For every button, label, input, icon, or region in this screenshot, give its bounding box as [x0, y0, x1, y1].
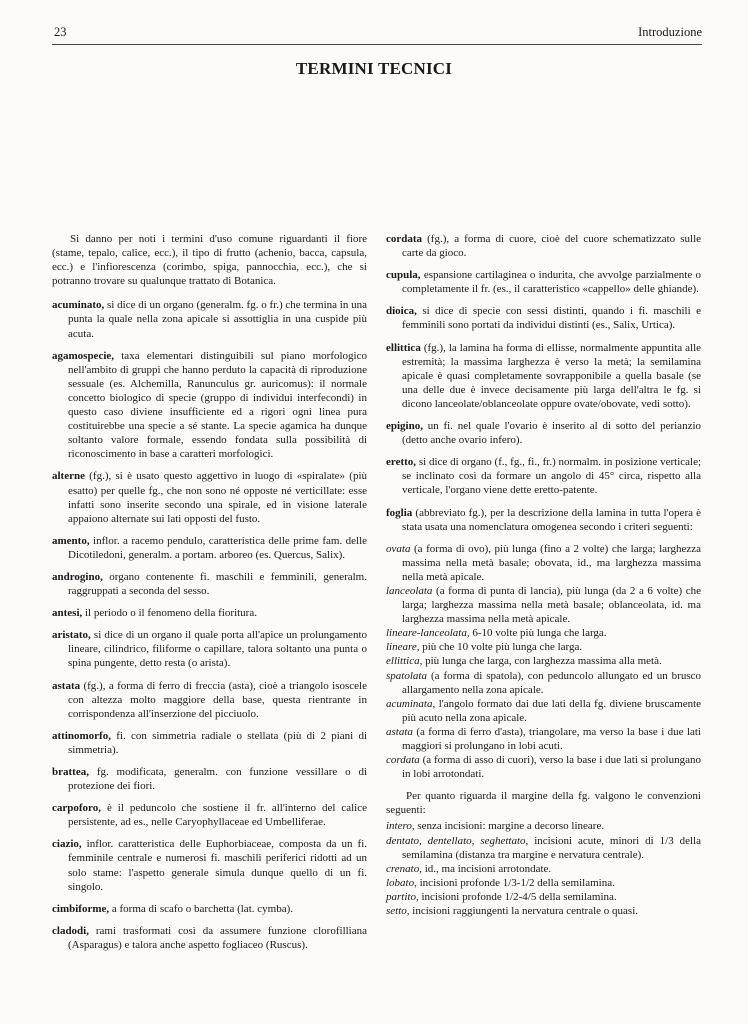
leaf-margin-item-definition: incisioni profonde 1/3-1/2 della semilamina. [419, 876, 615, 889]
glossary-entry-definition: fg. modificata, generalm. con funzione vessillare o di protezione dei fiori. [68, 766, 367, 793]
glossary-entry [52, 729, 367, 757]
glossary-entry-definition: espansione cartilaginea o indurita, che avvolge parzialmente o completamente il fr. (es., il caratteristico «cappello» delle ghiande). [402, 269, 702, 296]
glossary-entry-definition: organo contenente fi. maschili e femminili, generalm. raggruppati a seconda del sesso. [68, 570, 367, 598]
leaf-margin-item-term: partito, [386, 890, 419, 903]
glossary-entry [52, 628, 367, 670]
margin-intro-paragraph: Per quanto riguarda il margine della fg. valgono le convenzioni seguenti: [386, 790, 701, 817]
leaf-margin-item [386, 890, 701, 904]
glossary-entry [386, 304, 701, 332]
leaf-margin-item [386, 819, 701, 833]
glossary-entry [52, 469, 367, 525]
glossary-entry-term: cladodi, [52, 924, 89, 937]
glossary-entry [52, 606, 367, 620]
glossary-entry-term: carpoforo, [52, 802, 101, 815]
leaf-margin-item-term: intero, [386, 820, 415, 833]
glossary-entry-term: cimbiforme, [52, 902, 110, 915]
leaf-margin-item-term: lobato, [386, 876, 417, 889]
glossary-entry-definition: inflor. caratteristica delle Euphorbiaceae, composta da un fi. femminile centrale e numerosi fi. maschili periferici ridotti ad un solo stame: l'aspetto generale simula dunque quello di un fi. singolo. [68, 838, 368, 893]
glossary-entry-definition: inflor. a racemo pendulo, caratteristica delle prime fam. delle Dicotiledoni, generalm. a portam. arboreo (es. Quercus, Salix). [68, 534, 368, 561]
leaf-shape-item-term: lineare-lanceolata, [386, 627, 470, 640]
leaf-shape-item-definition: (a forma di spatola), con peduncolo allungato ed un brusco allargamento nella zona apicale. [402, 669, 701, 696]
glossary-entry [52, 349, 367, 462]
leaf-shape-item-definition: l'angolo formato dai due lati della fg. diviene bruscamente più acuto nella zona apicale. [402, 697, 702, 724]
leaf-shape-item-definition: più che 10 volte più lunga che larga. [422, 641, 583, 654]
leaf-shape-item-definition: (a forma di punta di lancia), più lunga (da 2 a 6 volte) che larga; larghezza massima nella metà basale; oblanceolata, id. ma larghezza massima nella metà apicale. [402, 584, 701, 626]
glossary-entry-definition: (abbreviato fg.), per la descrizione della lamina in tutta l'opera è stata usata una nomenclatura omogenea secondo i criteri seguenti: [402, 506, 702, 533]
glossary-entry-term: cordata [386, 233, 423, 245]
leaf-shape-item-definition: (a forma di asso di cuori), verso la base i due lati si prolungano in lobi arrotondati. [402, 754, 701, 781]
glossary-entry-definition: (fg.), a forma di ferro di freccia (asta), cioè a triangolo isoscele con altezza molto maggiore della base, questa rientrante in corrispondenza all'inserzione del picciuolo. [68, 679, 367, 720]
glossary-entry-definition: si dice di un organo (generalm. fg. o fr.) che termina in una punta la quale nella zona apicale si assottiglia in una cuspide più acuta. [68, 299, 368, 340]
glossary-entry [386, 232, 701, 260]
running-header [52, 24, 702, 45]
leaf-margin-item [386, 876, 701, 890]
glossary-entry-definition: (fg.), si è usato questo aggettivo in luogo di «spiralate» (più esatto) per quelle fg., che non sono né opposte né verticillate: esse infatti sono inserite secondo una spirale, ed in visione laterale appaiono alternate sui lati opposti del fusto. [68, 470, 368, 525]
glossary-entry [386, 506, 701, 534]
glossary-entry [386, 419, 701, 447]
glossary-entry-definition: è il peduncolo che sostiene il fr. all'interno del calice persistente, ad es., nelle Caryophyllaceae ed Umbelliferae. [68, 802, 367, 829]
glossary-entry-definition: (fg.), la lamina ha forma di ellisse, normalmente appuntita alle estremità; la massima larghezza è verso la metà; la semilamina apicale è quasi completamente sovrapponibile a quella basale (se una delle due è invece decisamente più larga dell'altra le fg. si dicono lanceolate/oblanceolate oppure ovate/obovate, vedi sotto). [402, 341, 702, 410]
glossary-entry-definition: taxa elementari distinguibili sul piano morfologico nell'ambito di gruppi che hanno perduto la capacità di riproduzione sessuale (es. Alchemilla, Ranunculus gr. auricomus): il normale concetto biologico di specie (gruppo di individui interfecondi) in questo caso diviene insufficiente ed a rigori ogni linea pura costituirebbe una specie a sé stante. La specie agamica ha dunque soltanto valore formale, essendo fondata sulla possibilità di riconoscimento in base a caratteri morfologici. [68, 349, 367, 461]
leaf-shape-item [386, 753, 701, 781]
leaf-shape-item [386, 584, 701, 626]
leaf-shape-item-term: lanceolata [386, 584, 433, 597]
leaf-shape-item-definition: (a forma di ovo), più lunga (fino a 2 volte) che larga; larghezza massima nella metà basale; obovata, id., ma larghezza massima nella metà apicale. [402, 542, 701, 583]
glossary-entry-term: cupula, [386, 269, 421, 282]
leaf-margin-item-definition: incisioni raggiungenti la nervatura centrale o quasi. [412, 905, 639, 918]
leaf-shape-item-definition: più lunga che larga, con larghezza massima alla metà. [425, 655, 662, 668]
leaf-shape-item-definition: (a forma di ferro d'asta), triangolare, ma verso la base i due lati maggiori si prolungano in lobi acuti. [402, 725, 701, 752]
glossary-entry [52, 570, 367, 598]
section-title: Introduzione [638, 25, 702, 39]
glossary-entry-definition: si dice di un organo il quale porta all'apice un prolungamento lineare, cilindrico, filiforme o capillare, talora soltanto una punta o spina pungente, detto resta (o arista). [68, 629, 368, 670]
glossary-entry-term: acuminato, [52, 299, 105, 312]
leaf-margin-item [386, 834, 701, 862]
glossary-entry-term: eretto, [386, 456, 417, 469]
glossary-entry [52, 298, 367, 340]
leaf-margin-item [386, 862, 701, 876]
leaf-shape-item-term: cordata [386, 754, 420, 767]
leaf-margin-item-definition: incisioni acute, minori di 1/3 della semilamina (distanza tra margine e nervatura centrale). [402, 834, 701, 861]
leaf-shape-item [386, 626, 701, 640]
glossary-entry-term: ciazio, [52, 838, 82, 851]
leaf-margin-item-term: dentato, dentellato, seghettato, [386, 834, 529, 847]
glossary-entry-term: brattea, [52, 766, 89, 778]
glossary-entry [386, 268, 701, 296]
leaf-margin-item-definition: id., ma incisioni arrotondate. [424, 862, 552, 875]
leaf-shape-item-term: ellittica, [386, 655, 423, 668]
glossary-entry-term: epigino, [386, 420, 423, 433]
leaf-margin-item-definition: incisioni profonde 1/2-4/5 della semilamina. [421, 890, 617, 903]
glossary-entry-definition: fi. con simmetria radiale o stellata (più di 2 piani di simmetria). [68, 729, 368, 756]
leaf-shape-item-term: acuminata, [386, 697, 436, 710]
right-glossary-list [386, 232, 701, 534]
glossary-entry-definition: un fi. nel quale l'ovario è inserito al di sotto del perianzio (detto anche ovario infero). [402, 420, 702, 447]
leaf-shape-item-definition: 6-10 volte più lunga che larga. [472, 627, 607, 640]
leaf-shape-list [386, 542, 701, 782]
glossary-entry-term: foglia [386, 506, 413, 519]
glossary-entry-term: antesi, [52, 607, 83, 620]
glossary-entry-term: ellittica [386, 341, 421, 354]
leaf-shape-item-term: ovata [386, 542, 411, 555]
glossary-entry-term: aristato, [52, 629, 91, 642]
glossary-entry-term: astata [52, 679, 81, 692]
glossary-entry-definition: si dice di organo (f., fg., fi., fr.) normalm. in posizione verticale; se inclinato così da formare un angolo di 45° circa, rispetto alla verticale, l'organo viene dette eretto-patente. [402, 456, 702, 497]
leaf-shape-item [386, 669, 701, 697]
glossary-entry [52, 837, 367, 893]
glossary-entry [386, 455, 701, 497]
leaf-margin-item [386, 904, 701, 918]
glossary-entry [52, 765, 367, 793]
glossary-entry [52, 801, 367, 829]
glossary-entry-definition: rami trasformati così da assumere funzione clorofilliana (Asparagus) e talora anche aspetto fogliaceo (Ruscus). [68, 924, 367, 951]
left-column [52, 232, 367, 960]
glossary-entry-definition: a forma di scafo o barchetta (lat. cymba). [111, 902, 293, 915]
leaf-shape-item-term: spatolata [386, 669, 427, 682]
leaf-shape-item [386, 725, 701, 753]
glossary-entry [386, 341, 701, 411]
page-number: 23 [54, 25, 67, 39]
leaf-shape-item [386, 697, 701, 725]
page-title: TERMINI TECNICI [295, 59, 453, 78]
glossary-entry [52, 902, 367, 916]
glossary-entry-term: attinomorfo, [52, 729, 111, 742]
leaf-shape-item [386, 542, 701, 584]
glossary-entry [52, 534, 367, 562]
right-column [386, 232, 701, 918]
leaf-shape-item [386, 654, 701, 668]
leaf-margin-list [386, 819, 701, 918]
leaf-margin-item-term: crenato, [386, 862, 422, 875]
leaf-margin-item-term: setto, [386, 905, 410, 918]
glossary-entry-term: androgino, [52, 570, 103, 583]
left-glossary-list [52, 298, 367, 952]
glossary-entry-definition: il periodo o il fenomeno della fioritura. [85, 607, 257, 620]
intro-paragraph: Si danno per noti i termini d'uso comune riguardanti il fiore (stame, tepalo, calice, ecc.), il tipo di frutto (achenio, bacca, capsula, ecc.) e l'infiorescenza (corimbo, spiga, pannocchia, ecc.), che si potranno trovare su qualunque trattato di Botanica. [52, 233, 367, 288]
leaf-shape-item-term: astata [386, 725, 413, 738]
glossary-entry-term: agamospecie, [52, 349, 115, 362]
leaf-shape-item-term: lineare, [386, 641, 420, 654]
leaf-shape-item [386, 640, 701, 654]
glossary-entry [52, 679, 367, 721]
glossary-entry-term: alterne [52, 470, 85, 483]
leaf-margin-item-definition: senza incisioni: margine a decorso lineare. [417, 820, 605, 833]
glossary-entry-definition: (fg.), a forma di cuore, cioè del cuore schematizzato sulle carte da gioco. [402, 233, 702, 260]
glossary-entry-definition: si dice di specie con sessi distinti, quando i fi. maschili e femminili sono portati da individui distinti (es., Salix, Urtica). [402, 305, 702, 332]
glossary-entry-term: dioica, [386, 305, 417, 318]
glossary-entry-term: amento, [52, 534, 90, 547]
glossary-entry [52, 924, 367, 952]
